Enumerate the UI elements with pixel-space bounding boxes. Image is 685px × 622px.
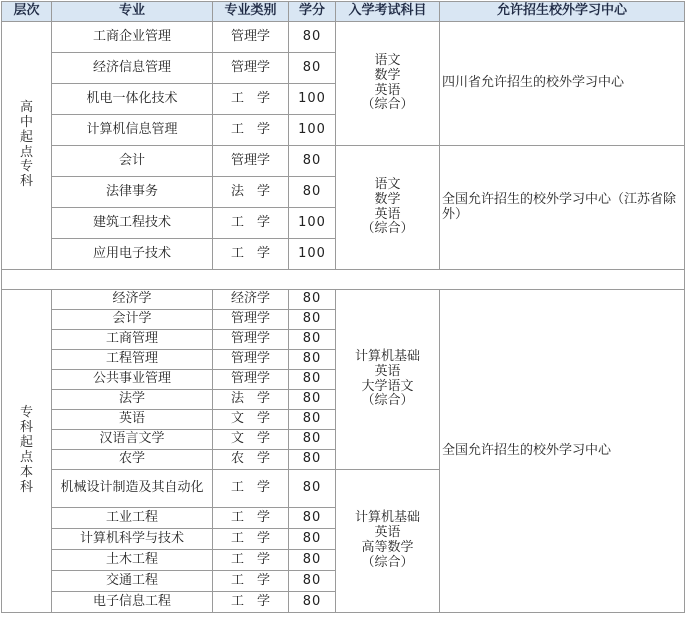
credits-cell: 80	[289, 177, 336, 208]
major-cell: 法学	[52, 390, 213, 410]
program-table	[1, 1, 685, 613]
major-cell: 计算机信息管理	[52, 115, 213, 146]
exam-subjects-cell: 计算机基础 英语 高等数学 （综合）	[336, 470, 440, 613]
credits-cell: 80	[289, 390, 336, 410]
category-cell: 管理学	[213, 350, 289, 370]
credits-cell: 80	[289, 592, 336, 613]
level-cell-hs-to-college: 高 中 起 点 专 科	[2, 22, 52, 270]
credits-cell: 100	[289, 84, 336, 115]
category-cell: 文 学	[213, 410, 289, 430]
header-level: 层次	[2, 2, 52, 22]
exam-subjects-cell: 语文 数学 英语 （综合）	[336, 22, 440, 146]
category-cell: 工 学	[213, 592, 289, 613]
major-cell: 应用电子技术	[52, 239, 213, 270]
table-row	[2, 22, 685, 53]
exam-subjects-cell: 语文 数学 英语 （综合）	[336, 146, 440, 270]
category-cell: 工 学	[213, 115, 289, 146]
header-credits: 学分	[289, 2, 336, 22]
category-cell: 经济学	[213, 290, 289, 310]
credits-cell: 80	[289, 350, 336, 370]
major-cell: 工程管理	[52, 350, 213, 370]
credits-cell: 80	[289, 310, 336, 330]
separator-row	[2, 270, 685, 290]
major-cell: 工商管理	[52, 330, 213, 350]
category-cell: 农 学	[213, 450, 289, 470]
major-cell: 汉语言文学	[52, 430, 213, 450]
credits-cell: 80	[289, 22, 336, 53]
major-cell: 工业工程	[52, 508, 213, 529]
category-cell: 管理学	[213, 330, 289, 350]
major-cell: 机电一体化技术	[52, 84, 213, 115]
category-cell: 工 学	[213, 208, 289, 239]
credits-cell: 80	[289, 53, 336, 84]
credits-cell: 80	[289, 450, 336, 470]
major-cell: 法律事务	[52, 177, 213, 208]
header-learning-center: 允许招生校外学习中心	[440, 2, 685, 22]
major-cell: 会计	[52, 146, 213, 177]
exam-subjects-cell: 计算机基础 英语 大学语文 （综合）	[336, 290, 440, 470]
category-cell: 工 学	[213, 529, 289, 550]
credits-cell: 80	[289, 430, 336, 450]
table-row	[2, 146, 685, 177]
header-category: 专业类别	[213, 2, 289, 22]
category-cell: 工 学	[213, 84, 289, 115]
credits-cell: 80	[289, 470, 336, 508]
category-cell: 管理学	[213, 146, 289, 177]
credits-cell: 80	[289, 410, 336, 430]
credits-cell: 80	[289, 508, 336, 529]
category-cell: 法 学	[213, 177, 289, 208]
category-cell: 工 学	[213, 470, 289, 508]
learning-center-cell: 全国允许招生的校外学习中心（江苏省除外）	[440, 146, 685, 270]
credits-cell: 100	[289, 115, 336, 146]
major-cell: 农学	[52, 450, 213, 470]
major-cell: 计算机科学与技术	[52, 529, 213, 550]
category-cell: 法 学	[213, 390, 289, 410]
learning-center-cell: 全国允许招生的校外学习中心	[440, 290, 685, 613]
category-cell: 管理学	[213, 310, 289, 330]
category-cell: 管理学	[213, 22, 289, 53]
major-cell: 建筑工程技术	[52, 208, 213, 239]
category-cell: 管理学	[213, 370, 289, 390]
category-cell: 工 学	[213, 571, 289, 592]
category-cell: 工 学	[213, 508, 289, 529]
credits-cell: 80	[289, 146, 336, 177]
category-cell: 管理学	[213, 53, 289, 84]
major-cell: 经济学	[52, 290, 213, 310]
credits-cell: 80	[289, 550, 336, 571]
major-cell: 机械设计制造及其自动化	[52, 470, 213, 508]
credits-cell: 100	[289, 208, 336, 239]
credits-cell: 80	[289, 290, 336, 310]
category-cell: 工 学	[213, 239, 289, 270]
learning-center-cell: 四川省允许招生的校外学习中心	[440, 22, 685, 146]
credits-cell: 80	[289, 571, 336, 592]
major-cell: 电子信息工程	[52, 592, 213, 613]
major-cell: 英语	[52, 410, 213, 430]
major-cell: 交通工程	[52, 571, 213, 592]
level-cell-college-to-bachelor: 专 科 起 点 本 科	[2, 290, 52, 613]
major-cell: 会计学	[52, 310, 213, 330]
header-major: 专业	[52, 2, 213, 22]
major-cell: 公共事业管理	[52, 370, 213, 390]
credits-cell: 100	[289, 239, 336, 270]
major-cell: 工商企业管理	[52, 22, 213, 53]
credits-cell: 80	[289, 529, 336, 550]
header-exam-subjects: 入学考试科目	[336, 2, 440, 22]
major-cell: 土木工程	[52, 550, 213, 571]
major-cell: 经济信息管理	[52, 53, 213, 84]
category-cell: 文 学	[213, 430, 289, 450]
header-row	[2, 2, 685, 22]
category-cell: 工 学	[213, 550, 289, 571]
credits-cell: 80	[289, 370, 336, 390]
credits-cell: 80	[289, 330, 336, 350]
table-row	[2, 290, 685, 310]
